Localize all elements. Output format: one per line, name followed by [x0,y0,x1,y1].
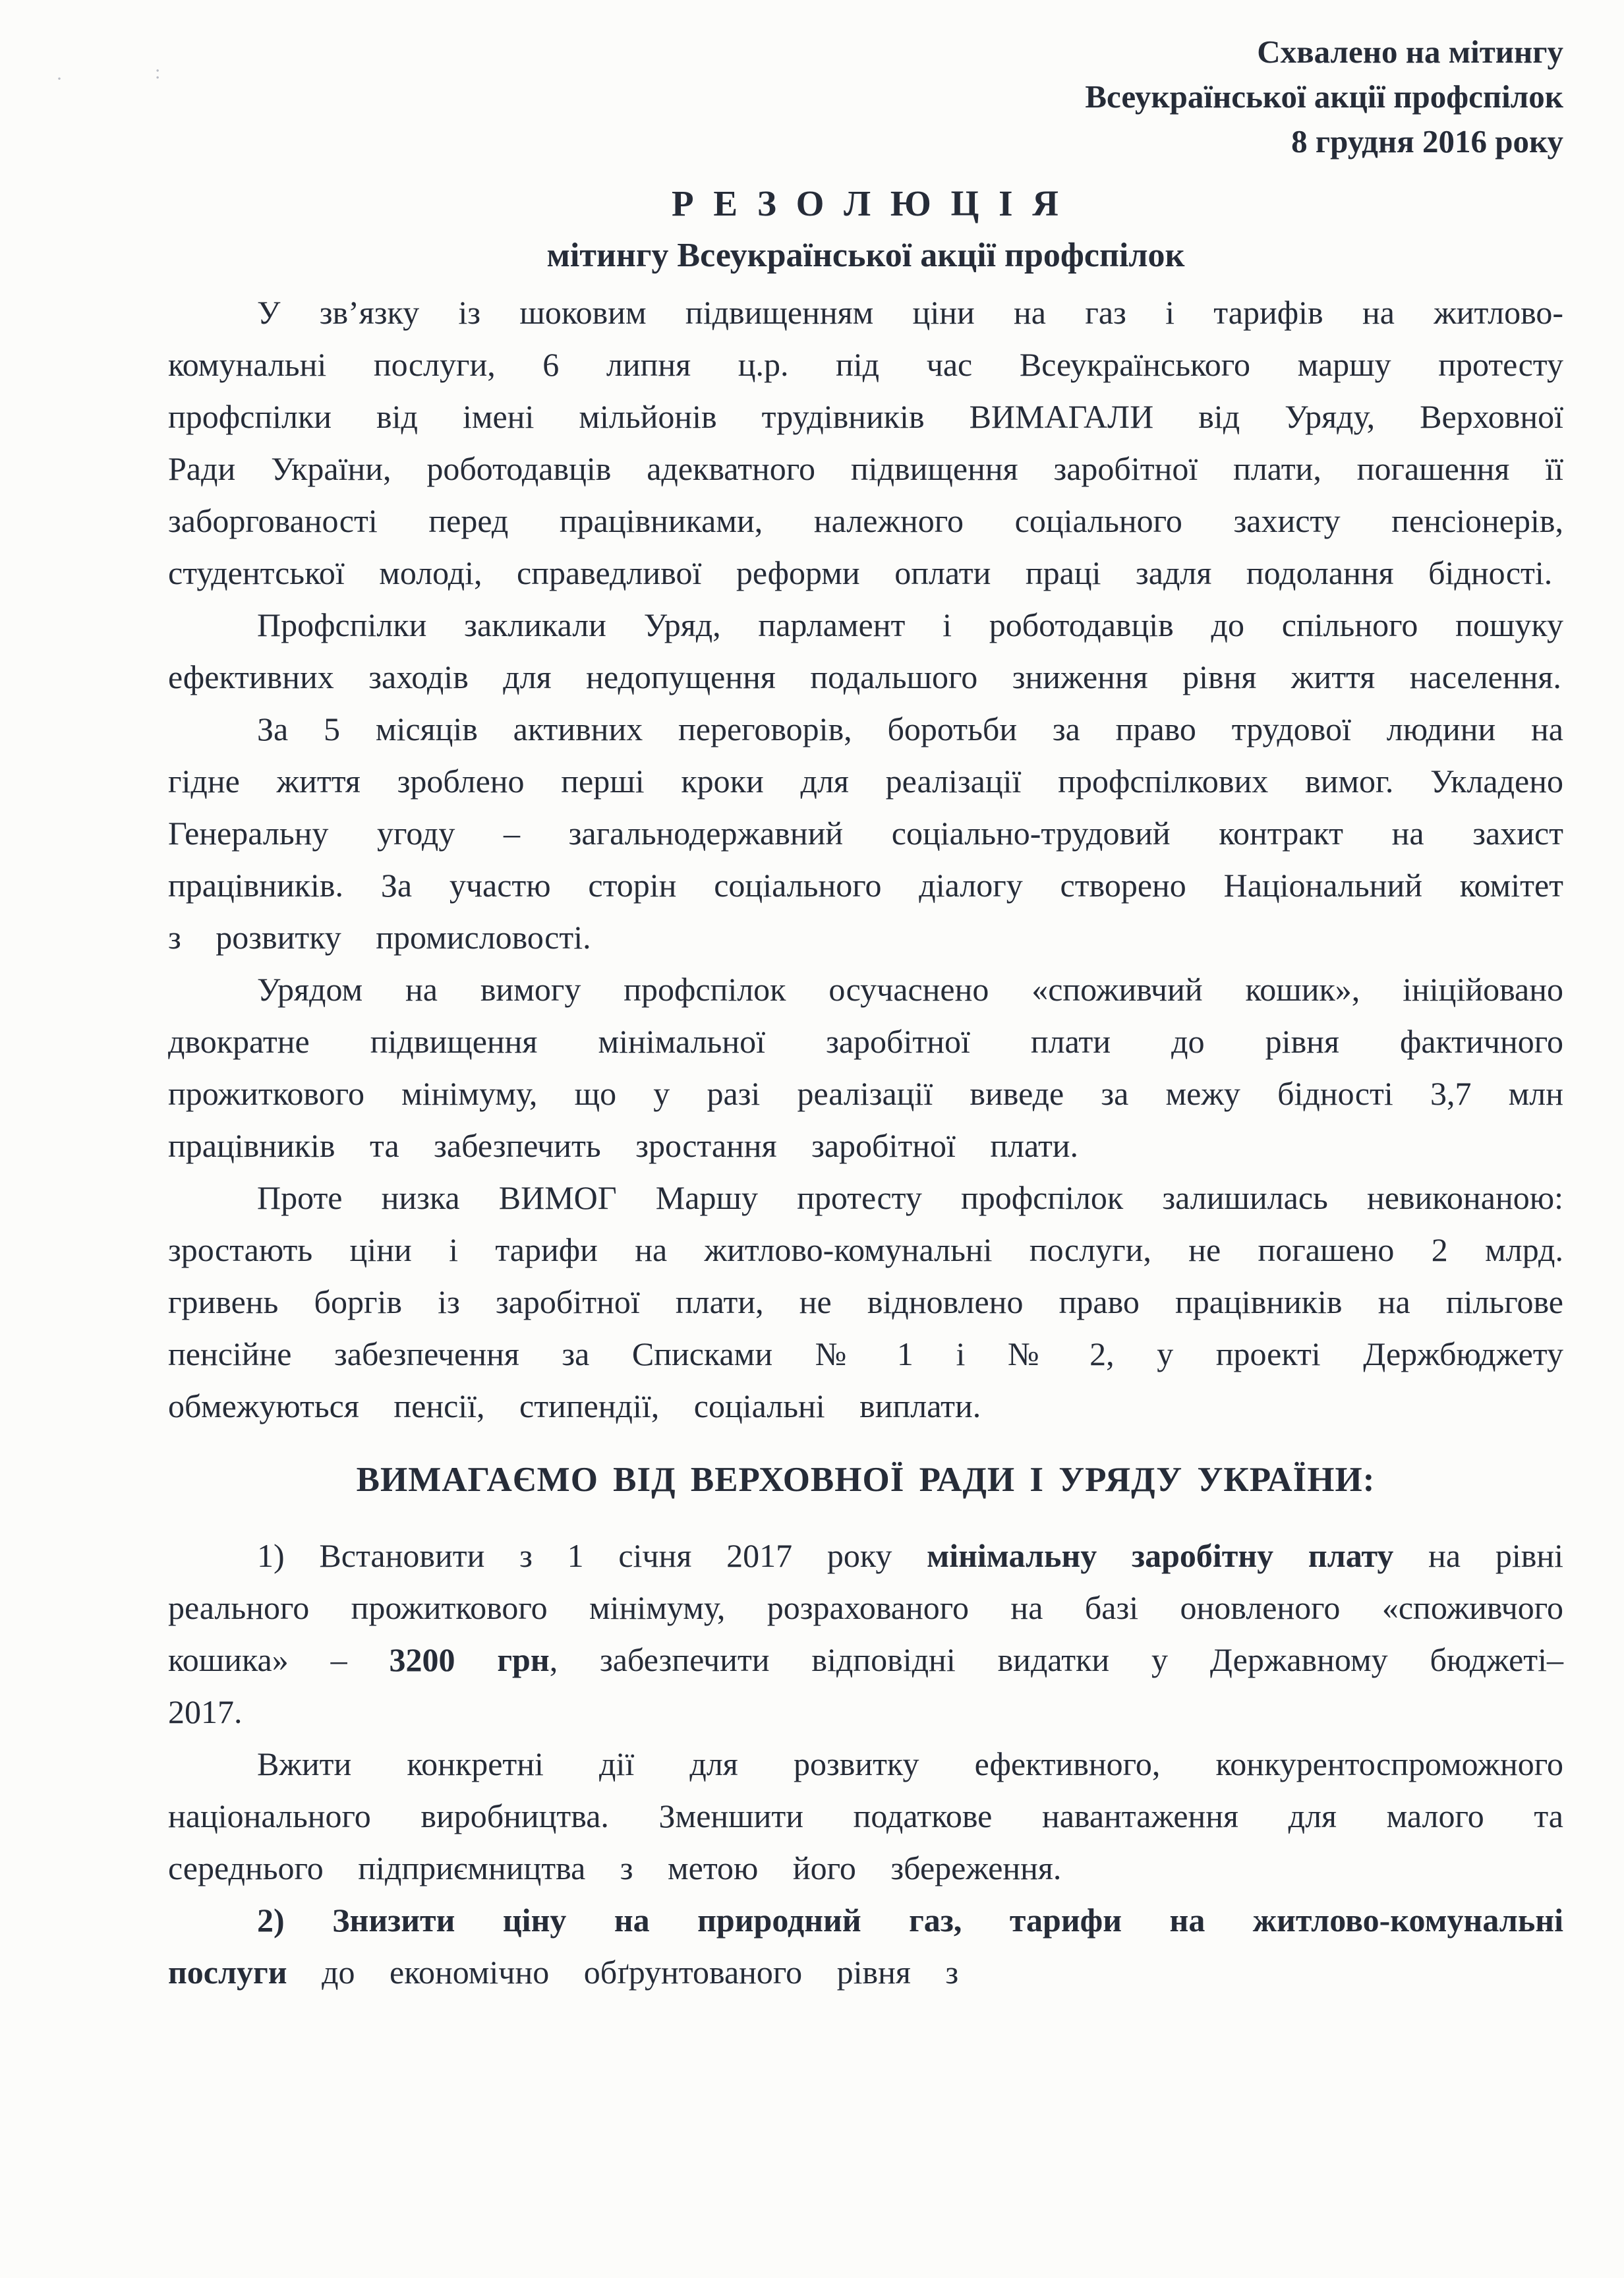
scan-artifact: · [56,68,63,90]
text-run: 1) Встановити з 1 січня 2017 року [257,1537,927,1574]
text-run: За 5 місяців активних переговорів, боротьби за право трудової людини на гідне життя зроблено перші кроки для реалізації профспілкових вимог. Укладено Генеральну угоду – загальнодержавний соціально-трудовий контракт на захист працівників. За участю сторін соціального діалогу створено Національний комітет з розвитку промисловості. [168,711,1563,956]
text-run-bold: 2) Знизити ціну на природний газ, тарифи на житлово-комунальні послуги [168,1902,1563,1991]
demands-heading: ВИМАГАЄМО ВІД ВЕРХОВНОЇ РАДИ І УРЯДУ УКРАЇНИ: [356,1461,1376,1499]
paragraph-unmet-demands [168,1172,1563,1432]
document-title: Р Е З О Л Ю Ц І Я [672,183,1060,223]
approval-line: Схвалено на мітингу [1257,34,1563,70]
approval-note [168,30,1563,164]
document-body [168,287,1563,1999]
text-run: до економічно обґрунтованого рівня з [287,1954,959,1991]
text-run: У зв’язку із шоковим підвищенням ціни на газ і тарифів на житлово-комунальні послуги, 6 липня ц.р. під час Всеукраїнського маршу протесту профспілки від імені мільйонів трудівників ВИМАГАЛИ від Уряду, Верховної Ради України, роботодавців адекватного підвищення заробітної плати, погашення її заборгованості перед працівниками, належного соціального захисту пенсіонерів, студентської молоді, справедливої реформи оплати праці задля подолання бідності. [168,294,1563,591]
text-run: Профспілки закликали Уряд, парламент і роботодавців до спільного пошуку ефективних заходів для недопущення подальшого зниження рівня життя населення. [168,606,1563,695]
paragraph-economy-measures [168,1738,1563,1894]
text-run: Урядом на вимогу профспілок осучаснено «споживчий кошик», ініційовано двократне підвищення мінімальної заробітної плати до рівня фактичного прожиткового мінімуму, що у разі реалізації виведе за межу бідності 3,7 млн працівників та забезпечить зростання заробітної плати. [168,971,1563,1164]
paragraph-intro [168,287,1563,599]
document-subtitle: мітингу Всеукраїнської акції профспілок [546,237,1185,274]
text-run: Вжити конкретні дії для розвитку ефективного, конкурентоспроможного національного виробництва. Зменшити податкове навантаження для малого та середнього підприємництва з метою його збереження. [168,1745,1563,1886]
paragraph-unions-call [168,599,1563,703]
text-run: на рівні реального прожиткового мінімуму, розрахованого на базі оновленого «споживчого кошика» – [168,1537,1563,1678]
text-run-bold: мінімальну заробітну плату [927,1537,1394,1574]
text-run: , забезпечити відповідні видатки у Державному бюджеті–2017. [168,1641,1563,1730]
paragraph-demand-1 [168,1530,1563,1738]
scan-artifact: : [155,61,161,83]
text-run: Проте низка ВИМОГ Маршу протесту профспілок залишилась невиконаною: зростають ціни і тарифи на житлово-комунальні послуги, не погашено 2 млрд. гривень боргів із заробітної плати, не відновлено право працівників на пільгове пенсійне забезпечення за Списками № 1 і № 2, у проекті Держбюджету обмежуються пенсії, стипендії, соціальні виплати. [168,1179,1563,1424]
approval-line: Всеукраїнської акції профспілок [1085,78,1563,115]
text-run-bold: 3200 грн [389,1641,550,1678]
approval-line: 8 грудня 2016 року [1291,123,1563,160]
paragraph-consumer-basket [168,964,1563,1172]
paragraph-demand-2 [168,1894,1563,1999]
paragraph-negotiations [168,703,1563,964]
